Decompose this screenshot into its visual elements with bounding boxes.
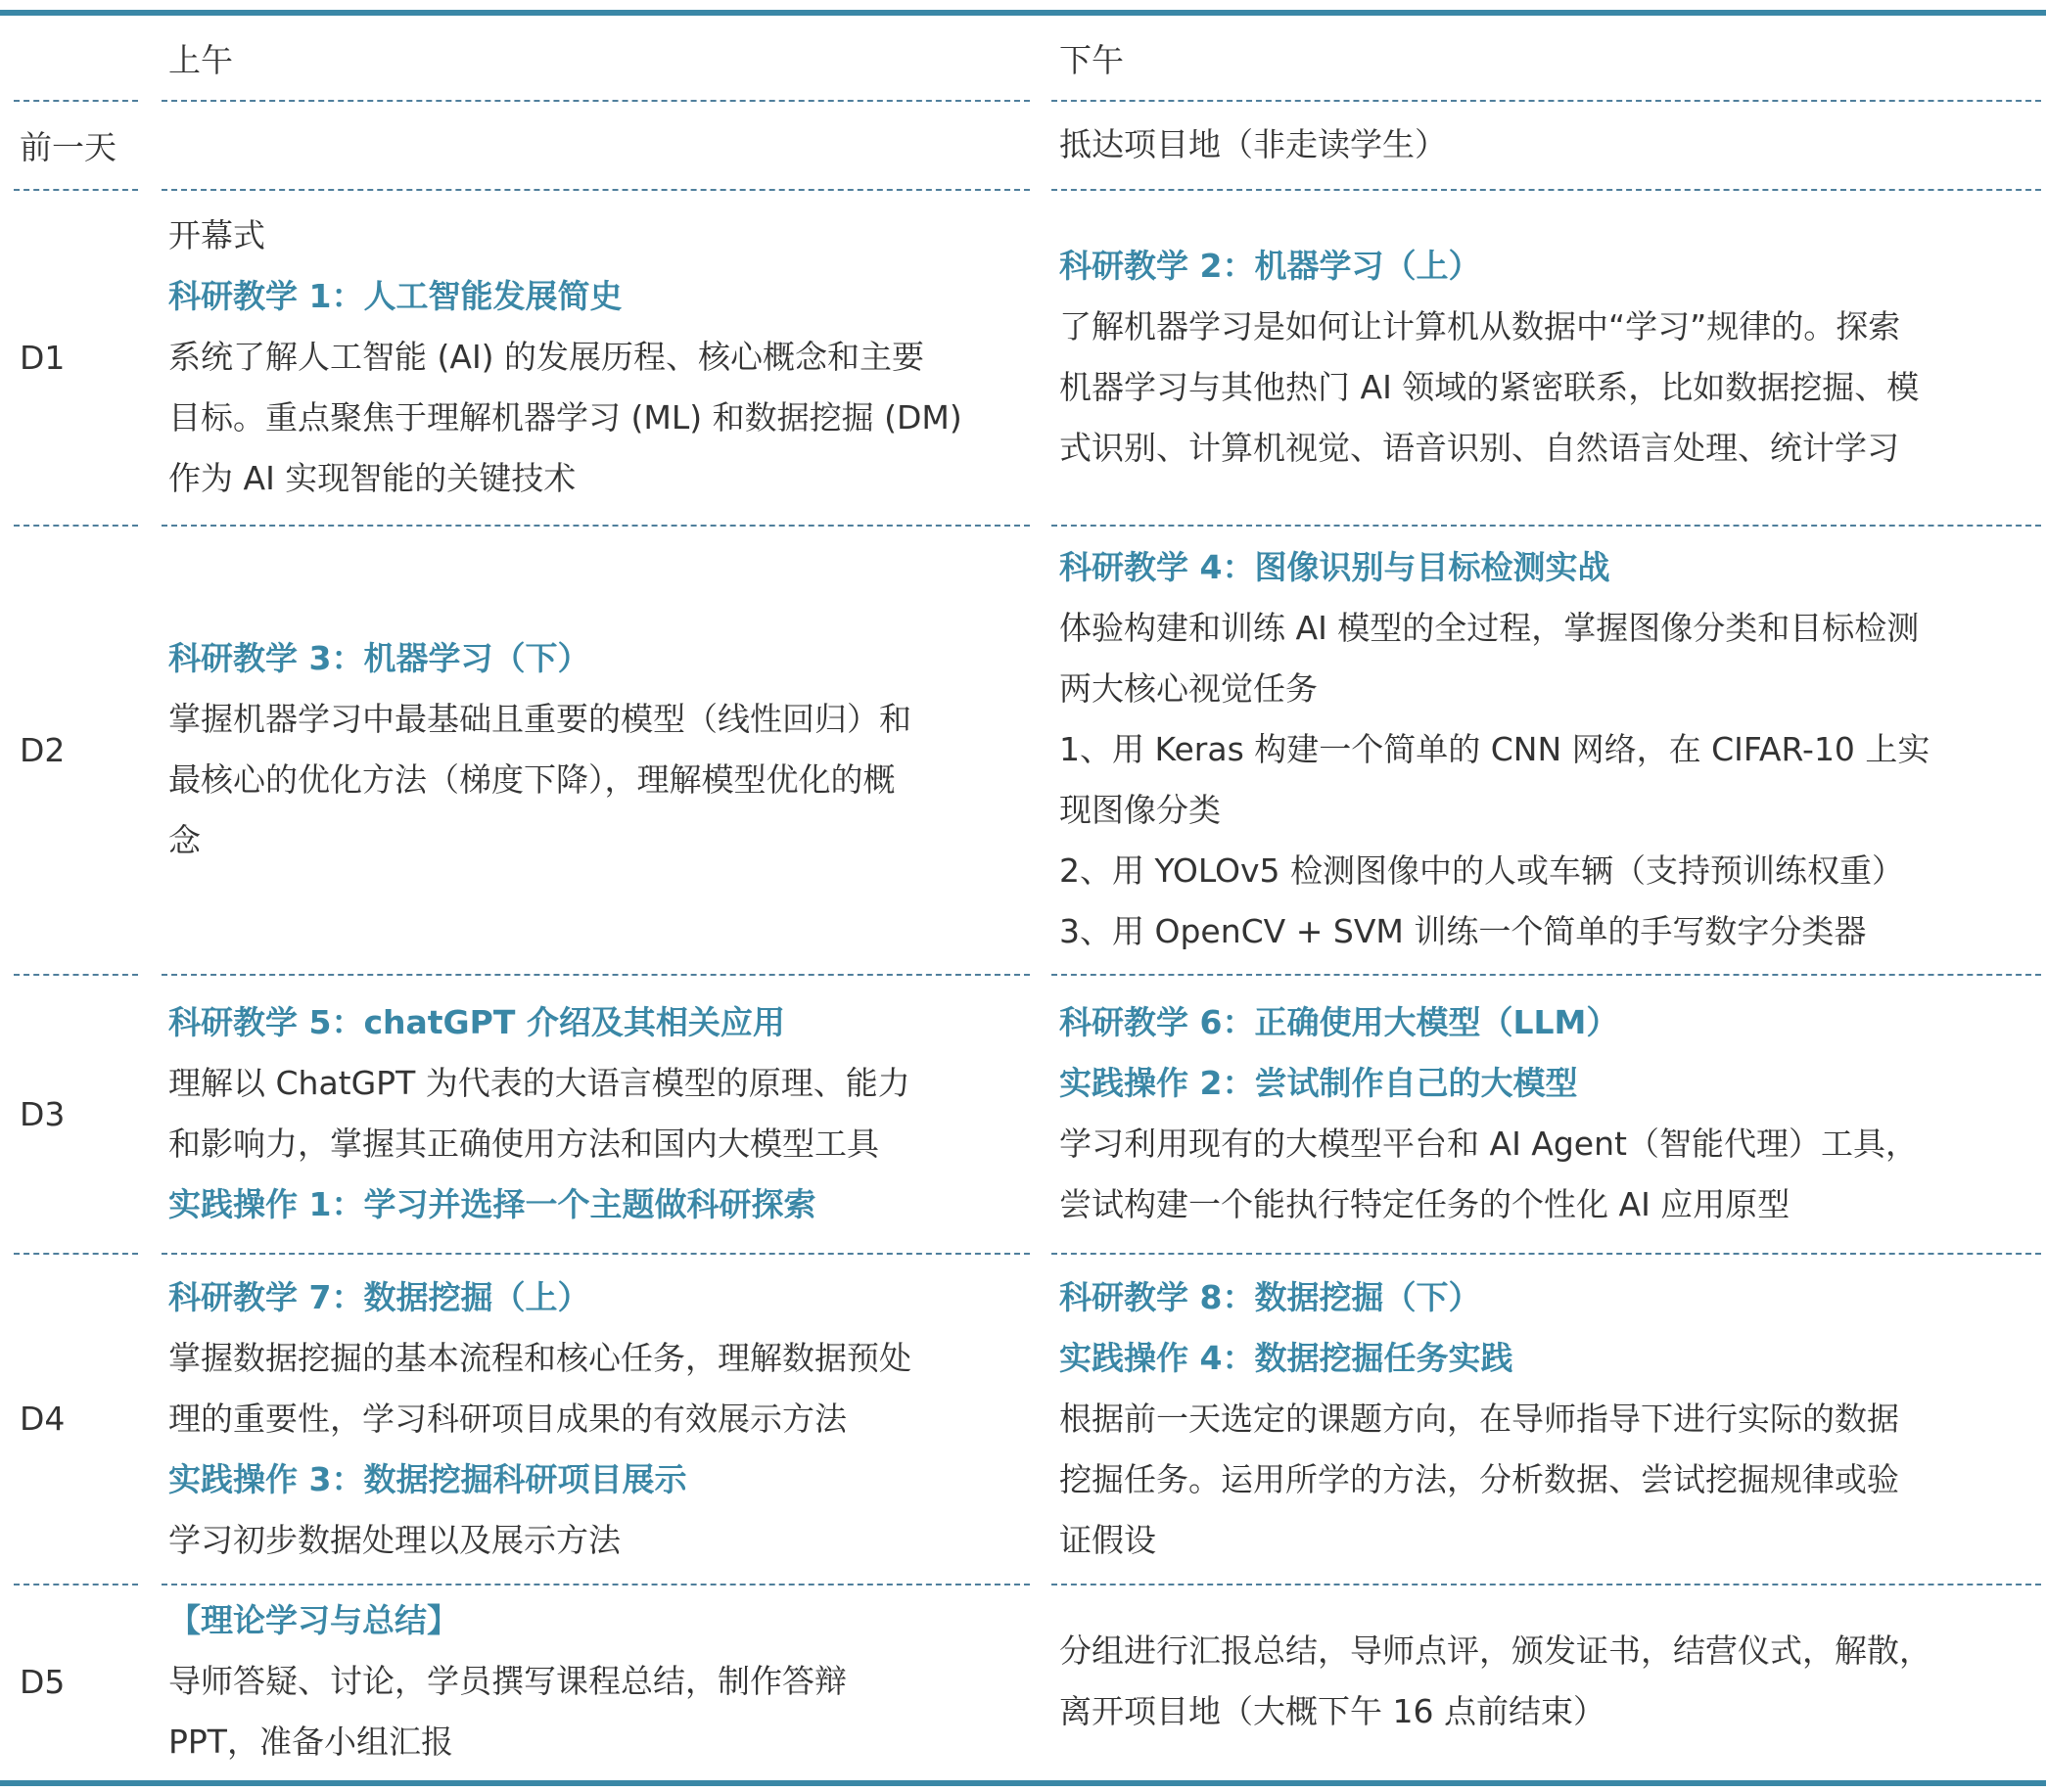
session-description: 体验构建和训练 AI 模型的全过程，掌握图像分类和目标检测 [1059, 609, 1920, 647]
session-description: PPT，准备小组汇报 [168, 1723, 453, 1761]
row-d4 [0, 1255, 2046, 1583]
session-description: 系统了解人工智能 (AI) 的发展历程、核心概念和主要 [168, 338, 925, 376]
morning-cell [168, 1255, 1030, 1583]
session-description: 根据前一天选定的课题方向，在导师指导下进行实际的数据 [1059, 1399, 1899, 1438]
session-description: 念 [168, 821, 201, 859]
day-label: D5 [20, 1662, 66, 1701]
practice-title: 实践操作 3：数据挖掘科研项目展示 [168, 1459, 687, 1498]
session-title: 科研教学 6：正确使用大模型（LLM） [1059, 1003, 1619, 1041]
session-description: 离开项目地（大概下午 16 点前结束） [1059, 1692, 1605, 1730]
session-title: 科研教学 1：人工智能发展简史 [168, 277, 623, 315]
morning-cell [168, 527, 1030, 973]
session-title: 科研教学 5：chatGPT 介绍及其相关应用 [168, 1003, 785, 1041]
opening-ceremony-text: 开幕式 [168, 216, 265, 254]
exercise-item: 3、用 OpenCV + SVM 训练一个简单的手写数字分类器 [1059, 912, 1867, 950]
row-pre-day [0, 102, 2046, 188]
morning-header-cell [168, 22, 1030, 100]
afternoon-cell [1059, 191, 2038, 524]
session-title: 【理论学习与总结】 [168, 1601, 459, 1639]
morning-cell [168, 1585, 1030, 1777]
top-rule [0, 10, 2046, 16]
practice-title: 实践操作 2：尝试制作自己的大模型 [1059, 1064, 1578, 1102]
row-d3 [0, 976, 2046, 1252]
afternoon-cell [1059, 102, 2038, 188]
row-d5 [0, 1585, 2046, 1777]
session-description: 学习初步数据处理以及展示方法 [168, 1520, 621, 1559]
morning-cell [168, 976, 1030, 1252]
afternoon-header: 下午 [1059, 41, 1124, 79]
session-title: 科研教学 2：机器学习（上） [1059, 247, 1481, 285]
session-title: 科研教学 3：机器学习（下） [168, 639, 590, 677]
afternoon-cell [1059, 976, 2038, 1252]
session-description: 和影响力，掌握其正确使用方法和国内大模型工具 [168, 1125, 879, 1163]
arrival-text: 抵达项目地（非走读学生） [1059, 125, 1447, 163]
morning-cell [168, 191, 1030, 524]
session-description: 理解以 ChatGPT 为代表的大语言模型的原理、能力 [168, 1064, 910, 1102]
exercise-item: 现图像分类 [1059, 791, 1221, 829]
afternoon-header-cell [1059, 22, 2038, 100]
day-label: D2 [20, 730, 66, 769]
afternoon-cell [1059, 1585, 2038, 1777]
session-title: 科研教学 4：图像识别与目标检测实战 [1059, 548, 1610, 586]
session-description: 最核心的优化方法（梯度下降），理解模型优化的概 [168, 760, 896, 799]
session-description: 理的重要性，学习科研项目成果的有效展示方法 [168, 1399, 847, 1438]
day-label: 前一天 [20, 127, 116, 166]
session-title: 科研教学 8：数据挖掘（下） [1059, 1277, 1481, 1316]
day-label: D1 [20, 338, 66, 377]
session-title: 科研教学 7：数据挖掘（上） [168, 1277, 590, 1316]
session-description: 尝试构建一个能执行特定任务的个性化 AI 应用原型 [1059, 1185, 1790, 1223]
session-description: 式识别、计算机视觉、语音识别、自然语言处理、统计学习 [1059, 429, 1899, 467]
day-label: D4 [20, 1400, 66, 1438]
afternoon-cell [1059, 1255, 2038, 1583]
session-description: 挖掘任务。运用所学的方法，分析数据、尝试挖掘规律或验 [1059, 1459, 1899, 1498]
session-description: 掌握数据挖掘的基本流程和核心任务，理解数据预处 [168, 1338, 911, 1377]
exercise-item: 1、用 Keras 构建一个简单的 CNN 网络，在 CIFAR-10 上实 [1059, 730, 1930, 768]
session-description: 了解机器学习是如何让计算机从数据中“学习”规律的。探索 [1059, 307, 1901, 345]
bottom-rule [0, 1780, 2046, 1786]
day-label: D3 [20, 1094, 66, 1133]
morning-header: 上午 [168, 41, 233, 79]
row-d1 [0, 191, 2046, 524]
practice-title: 实践操作 4：数据挖掘任务实践 [1059, 1338, 1513, 1377]
row-d2 [0, 527, 2046, 973]
session-description: 分组进行汇报总结，导师点评，颁发证书，结营仪式，解散， [1059, 1631, 1931, 1670]
session-description: 学习利用现有的大模型平台和 AI Agent（智能代理）工具， [1059, 1125, 1918, 1163]
session-description: 两大核心视觉任务 [1059, 669, 1318, 708]
practice-title: 实践操作 1：学习并选择一个主题做科研探索 [168, 1185, 816, 1223]
session-description: 机器学习与其他热门 AI 领域的紧密联系，比如数据挖掘、模 [1059, 368, 1920, 406]
afternoon-cell [1059, 527, 2038, 973]
header-row [0, 22, 2046, 100]
session-description: 目标。重点聚焦于理解机器学习 (ML) 和数据挖掘 (DM) [168, 398, 962, 437]
session-description: 掌握机器学习中最基础且重要的模型（线性回归）和 [168, 700, 911, 738]
session-description: 导师答疑、讨论，学员撰写课程总结，制作答辩 [168, 1662, 847, 1700]
session-description: 作为 AI 实现智能的关键技术 [168, 459, 577, 497]
exercise-item: 2、用 YOLOv5 检测图像中的人或车辆（支持预训练权重） [1059, 851, 1905, 890]
session-description: 证假设 [1059, 1520, 1156, 1559]
